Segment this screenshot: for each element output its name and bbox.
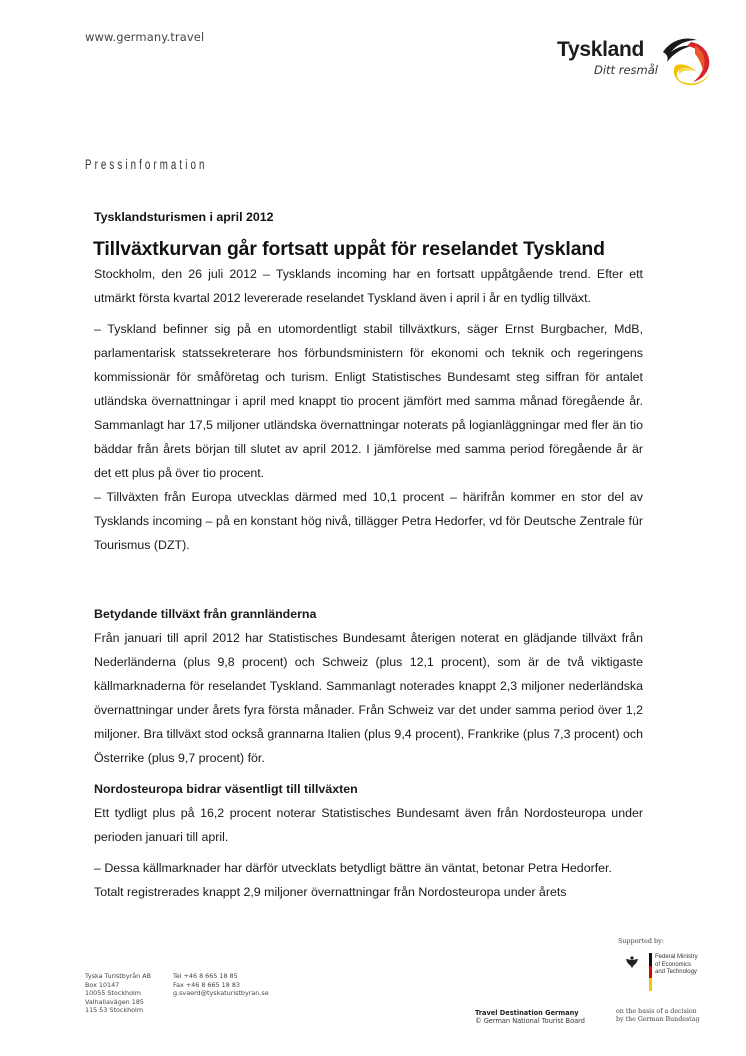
quote-paragraph: – Dessa källmarknader har därför utvecklats betydligt bättre än väntat, betonar Petra Hedorfer. (94, 861, 612, 875)
quote-paragraph-burgbacher: – Tyskland befinner sig på en utomordentligt stabil tillväxtkurs, säger Ernst Burgbacher, MdB, parlamentarisk statssekreterare hos förbundsministern för ekonomi och teknik och regeringens kommissionär för småföretag och turism. Enligt Statistisches Bundesamt steg siffran för antalet utländska övernattningar i april med knappt tio procent jämfört med samma månad föregående år. Sammanlagt har 17,5 miljoner utländska övernattningar noterats på logianläggningar med fler än tio bäddar från årets början till slutet av april 2012. I jämförelse med samma period föregående år är det ett plus på över tio procent. (94, 322, 643, 480)
ministry-name (655, 954, 698, 977)
phone: Tel +46 8 665 18 85 (173, 972, 238, 980)
website-url[interactable]: www.germany.travel (85, 30, 205, 44)
address-line: Tyska Turistbyrån AB (85, 972, 151, 980)
decision-line: on the basis of a decision (616, 1008, 697, 1015)
section-text: Ett tydligt plus på 16,2 procent noterar Statistisches Bundesamt även från Nordosteuropa under perioden januari till april. (94, 806, 643, 844)
brand-subtitle: © German National Tourist Board (475, 1017, 585, 1026)
brand-title: Travel Destination Germany (475, 1009, 579, 1017)
decision-line: by the German Bundestag (616, 1016, 700, 1024)
fax: Fax +46 8 665 18 83 (173, 980, 240, 989)
continuation-text: Totalt registrerades knappt 2,9 miljoner övernattningar från Nordosteuropa under årets (94, 885, 567, 899)
address-line: Valhallavägen 185 (85, 997, 144, 1006)
footer-contact (173, 972, 269, 998)
address-line: 10055 Stockholm (85, 989, 142, 998)
email-link[interactable]: g.svaerd@tyskaturistbyran.se (173, 989, 269, 998)
section-neighbours (94, 602, 643, 770)
section-text: Från januari till april 2012 har Statistisches Bundesamt återigen noterat en glädjande tillväxt från Nederländerna (plus 9,8 procent) och Schweiz (plus 12,1 procent), som är de två viktigaste källmarknaderna för reselandet Tyskland. Sammanlagt noterades knappt 2,3 miljoner nederländska övernattningar under årets fyra första månader. Från Schweiz var det under samma period över 1,2 miljoner. Bra tillväxt stod också grannarna Italien (plus 9,4 procent), Frankrike (plus 7,3 procent) och Österrike (plus 9,7 procent) för. (94, 631, 643, 765)
ministry-line: Federal Ministry (655, 954, 698, 960)
german-flag-bar-icon (649, 953, 652, 991)
section-heading: Nordosteuropa bidrar väsentligt till tillväxten (94, 782, 358, 796)
footer-brand (475, 1009, 585, 1025)
federal-eagle-icon (625, 955, 639, 969)
quote-paragraph-hedorfer: – Tillväxten från Europa utvecklas därmed med 10,1 procent – härifrån kommer en stor del av Tysklands incoming – på en konstant hög nivå, tillägger Petra Hedorfer, vd för Deutsche Zentrale für Tourismus (DZT). (94, 490, 643, 552)
ministry-line: of Economics (655, 961, 692, 968)
section-northeast (94, 777, 643, 904)
section-heading: Betydande tillväxt från grannländerna (94, 607, 317, 621)
address-line: Box 10147 (85, 980, 120, 989)
bundestag-decision-note (616, 1008, 700, 1024)
article-body (94, 262, 643, 557)
address-line: 115 53 Stockholm (85, 1006, 144, 1015)
lead-paragraph: Stockholm, den 26 juli 2012 – Tysklands incoming har en fortsatt uppåtgående trend. Efter ett utmärkt första kvartal 2012 levererade reselandet Tyskland även i april i år en tydlig tillväxt. (94, 267, 643, 305)
headline: Tillväxtkurvan går fortsatt uppåt för reselandet Tyskland (93, 238, 605, 260)
logo-wordmark: Tyskland (557, 38, 645, 61)
tyskland-swirl-logo-icon (657, 32, 715, 90)
footer-company-address (85, 972, 151, 1015)
ministry-line: and Technology (655, 969, 697, 976)
logo-tagline: Ditt resmål (594, 63, 658, 77)
supported-by-label: Supported by: (618, 937, 664, 945)
kicker: Tysklandsturismen i april 2012 (94, 210, 274, 224)
document-label: Pressinformation (85, 157, 208, 172)
